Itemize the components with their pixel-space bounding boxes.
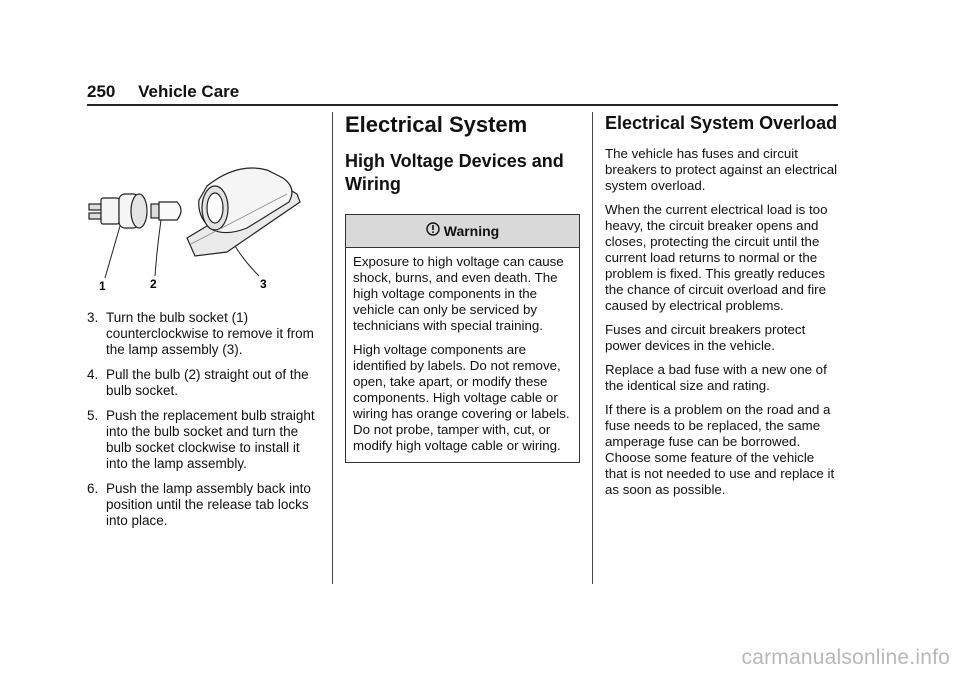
warning-icon [426,222,440,240]
bulb [151,202,181,220]
step-item: 4. Pull the bulb (2) straight out of the bulb socket. [87,367,309,398]
warning-box [345,214,580,463]
column-right [605,112,838,498]
column-divider-2 [592,112,593,584]
overload-paragraph: The vehicle has fuses and circuit breakers to protect against an electrical system overload. [605,146,838,193]
lamp-housing [187,168,300,256]
page-number: 250 [87,82,116,101]
column-divider-1 [332,112,333,584]
lamp-assembly-illustration [87,152,320,292]
step-item: 3. Turn the bulb socket (1) counterclockwise to remove it from the lamp assembly (3). [87,310,314,357]
overload-paragraph: Replace a bad fuse with a new one of the identical size and rating. [605,362,827,393]
overload-heading: Electrical System Overload [605,113,838,133]
warning-body [346,248,579,462]
overload-paragraph: If there is a problem on the road and a fuse needs to be replaced, the same amperage fuse can be borrowed. Choose some feature of the vehicle that is not needed to use and replace it as soon as possible. [605,402,835,497]
warning-header [346,215,579,248]
electrical-system-heading: Electrical System [345,112,528,137]
overload-paragraph: Fuses and circuit breakers protect power devices in the vehicle. [605,322,806,353]
callout-1: 1 [99,279,106,292]
warning-paragraph: Exposure to high voltage can cause shock, burns, and even death. The high voltage components in the vehicle can only be serviced by technicians with special training. [353,254,564,333]
callout-2: 2 [150,277,157,291]
steps-list [87,310,320,538]
high-voltage-heading: High Voltage Devices and Wiring [345,151,564,194]
callout-3: 3 [260,277,267,291]
page-header [87,82,239,102]
warning-label: Warning [443,223,500,239]
section-title: Vehicle Care [138,82,240,101]
step-item: 6. Push the lamp assembly back into position until the release tab locks into place. [87,481,311,528]
watermark: carmanualsonline.info [741,646,950,669]
bulb-socket [89,194,147,228]
column-middle [345,112,580,463]
overload-paragraph: When the current electrical load is too heavy, the circuit breaker opens and closes, protecting the circuit until the current load returns to normal or the problem is fixed. This greatly reduces the chance of circuit overload and fire caused by electrical problems. [605,202,828,313]
warning-paragraph: High voltage components are identified by labels. Do not remove, open, take apart, or modify these components. High voltage cable or wiring has orange covering or labels. Do not probe, tamper with, cut, or modify high voltage cable or wiring. [353,342,570,453]
step-item: 5. Push the replacement bulb straight into the bulb socket and turn the bulb socket clockwise to install it into the lamp assembly. [87,408,315,471]
header-rule [87,104,838,106]
